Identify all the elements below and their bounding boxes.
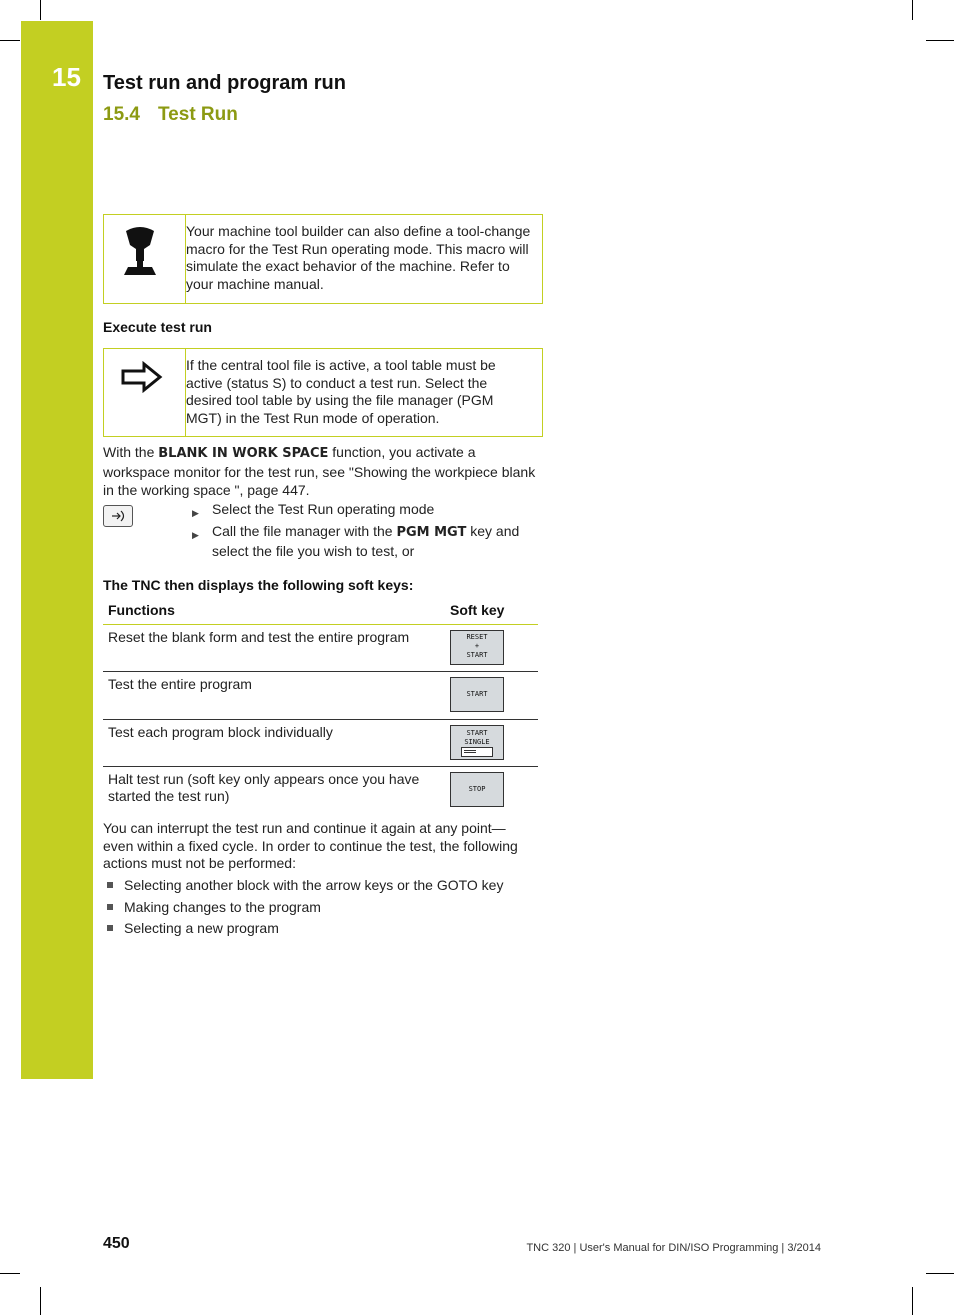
start-single-softkey[interactable]: START SINGLE: [450, 725, 504, 760]
bullet-square-icon: [107, 925, 113, 931]
single-step-indicator-icon: [461, 747, 493, 757]
test-run-mode-key-icon: [103, 505, 133, 527]
list-item: Selecting another block with the arrow keys or the GOTO key: [103, 876, 543, 898]
chapter-number: 15: [52, 62, 81, 92]
list-item: Making changes to the program: [103, 898, 543, 920]
crop-mark: [40, 1287, 41, 1315]
step-item: ▶ Select the Test Run operating mode: [192, 500, 542, 520]
section-title: [103, 104, 238, 126]
step-arrow-icon: ▶: [192, 530, 199, 540]
crop-mark: [912, 0, 913, 20]
blank-in-work-space-term: BLANK IN WORK SPACE: [158, 446, 329, 461]
tool-note-box: [103, 348, 543, 437]
pgm-mgt-key: PGM MGT: [396, 525, 467, 540]
intro-paragraph: With the BLANK IN WORK SPACE function, you activate a workspace monitor for the test run, see "Showing the workpiece blank in the working space ", page 447.: [103, 444, 536, 498]
bullet-square-icon: [107, 904, 113, 910]
bullet-square-icon: [107, 882, 113, 888]
chapter-title: Test run and program run: [103, 72, 346, 94]
heading-execute-test-run: Execute test run: [103, 319, 212, 335]
table-row: Test the entire program START: [103, 672, 538, 720]
crop-mark: [926, 40, 954, 41]
heading-softkeys: The TNC then displays the following soft keys:: [103, 577, 414, 593]
crop-mark: [912, 1287, 913, 1315]
crop-mark: [926, 1273, 954, 1274]
crop-mark: [0, 1273, 20, 1274]
step-arrow-icon: ▶: [192, 508, 199, 518]
crop-mark: [0, 40, 20, 41]
table-row: Reset the blank form and test the entire program RESET + START: [103, 625, 538, 672]
chapter-sidebar: [21, 21, 93, 1079]
section-number: 15.4: [103, 104, 140, 125]
page-number: 450: [103, 1235, 130, 1252]
list-item: Selecting a new program: [103, 919, 543, 941]
machine-note-text: Your machine tool builder can also define a tool-change macro for the Test Run operating mode. This macro will simulate the exact behavior of the machine. Refer to your machine manual.: [186, 223, 531, 292]
page-footer: TNC 320 | User's Manual for DIN/ISO Programming | 3/2014: [526, 1242, 821, 1254]
step-item: ▶ Call the file manager with the PGM MGT key and select the file you wish to test, or: [192, 523, 520, 559]
machine-note-box: [103, 214, 543, 304]
tool-note-text: If the central tool file is active, a tool table must be active (status S) to conduct a test run. Select the desired tool table by using the file manager (PGM MGT) in the Test Run mode of operation.: [186, 357, 496, 426]
reset-start-softkey[interactable]: RESET + START: [450, 630, 504, 665]
arrow-right-icon: [120, 361, 164, 398]
bullet-list: [103, 876, 543, 941]
stop-softkey[interactable]: STOP: [450, 772, 504, 807]
interrupt-paragraph: You can interrupt the test run and continue it again at any point—even within a fixed cycle. In order to continue the test, the following actions must not be performed:: [103, 820, 518, 872]
column-header-functions: Functions: [108, 602, 175, 618]
start-softkey[interactable]: START: [450, 677, 504, 712]
crop-mark: [40, 0, 41, 20]
table-row: Test each program block individually START SINGLE: [103, 720, 538, 767]
table-row: Halt test run (soft key only appears once you have started the test run) STOP: [103, 767, 538, 813]
column-header-softkey: Soft key: [450, 602, 505, 618]
machine-tool-icon: [118, 225, 162, 286]
section-name: Test Run: [157, 104, 238, 125]
